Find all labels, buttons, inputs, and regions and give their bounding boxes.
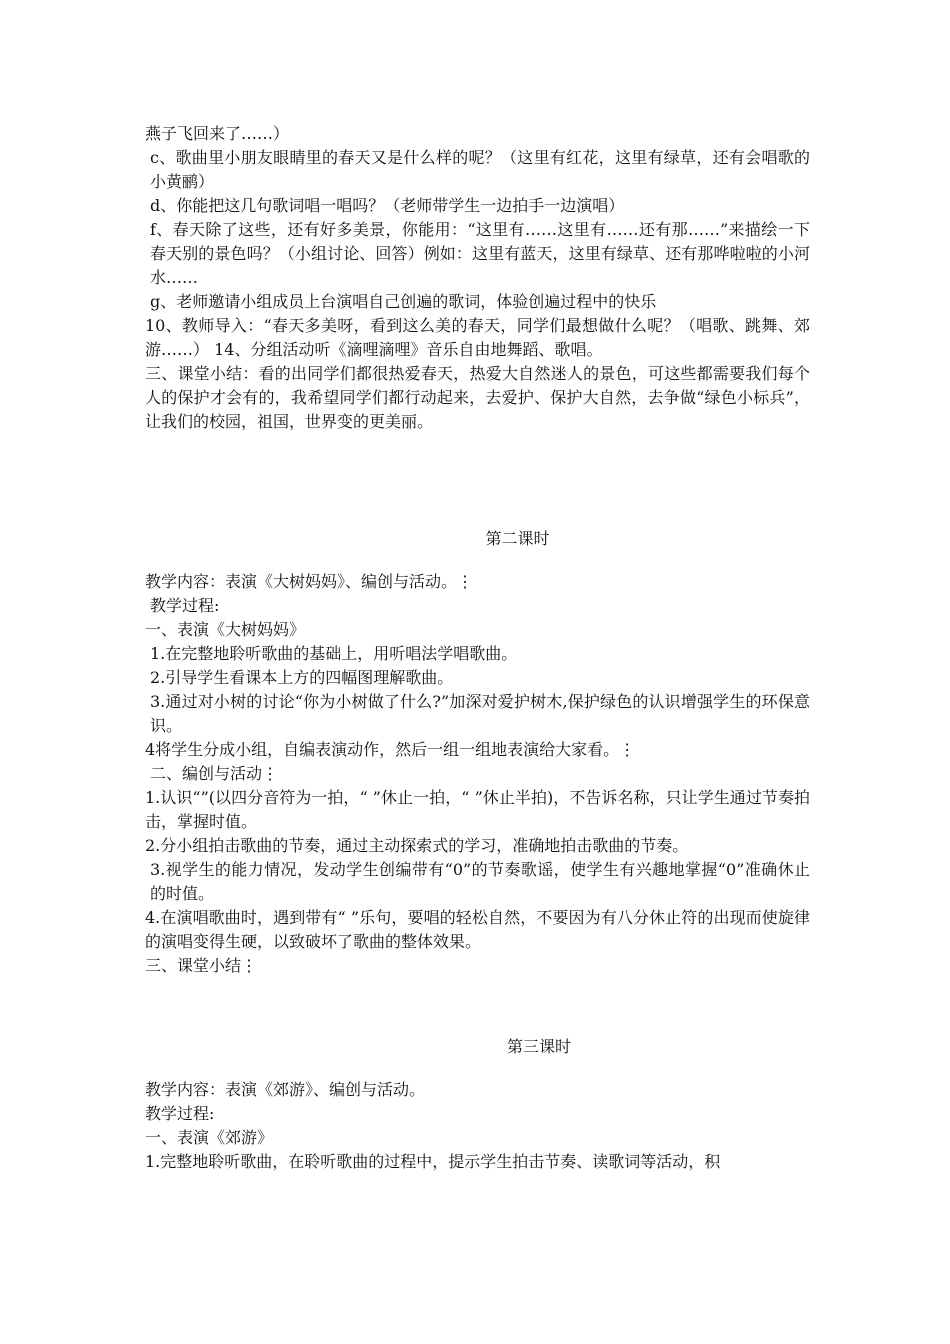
paragraph: 1.在完整地聆听歌曲的基础上，用听唱法学唱歌曲。 [150,644,518,663]
lesson-two [145,524,810,978]
section-continued [145,122,810,434]
paragraph: 2.引导学生看课本上方的四幅图理解歌曲。 [150,668,454,687]
lesson-three [145,1032,810,1174]
paragraph: 一、表演《郊游》 [145,1128,274,1147]
paragraph: 3.视学生的能力情况，发动学生创编带有“0”的节奏歌谣，使学生有兴趣地掌握“0”准确休止的时值。 [150,860,810,903]
spacer [145,434,810,524]
paragraph: 3.通过对小树的讨论“你为小树做了什么?”加深对爱护树木,保护绿色的认识增强学生的环保意识。 [150,692,810,735]
paragraph: 教学内容：表演《大树妈妈》、编创与活动。⋮ [145,572,474,591]
paragraph: 2.分小组拍击歌曲的节奏，通过主动探索式的学习，准确地拍击歌曲的节奏。 [145,836,689,855]
paragraph: 三、课堂小结：看的出同学们都很热爱春天，热爱大自然迷人的景色，可这些都需要我们每个人的保护才会有的，我希望同学们都行动起来，去爱护、保护大自然，去争做“绿色小标兵”，让我们的校园，祖国，世界变的更美丽。 [145,364,810,431]
lesson-two-title: 第二课时 [485,529,550,548]
paragraph: 燕子飞回来了……） [145,124,290,143]
paragraph: 教学过程: [150,596,220,615]
paragraph: f、春天除了这些，还有好多美景，你能用：“这里有……这里有……还有那……”来描绘一下春天别的景色吗？（小组讨论、回答）例如：这里有蓝天，这里有绿草、还有那哗啦啦的小河水…… [150,220,810,287]
paragraph: 教学内容：表演《郊游》、编创与活动。 [145,1080,426,1099]
paragraph: 三、课堂小结⋮ [145,956,258,975]
paragraph: g、老师邀请小组成员上台演唱自己创遍的歌词，体验创遍过程中的快乐 [150,292,657,311]
paragraph: c、歌曲里小朋友眼睛里的春天又是什么样的呢？（这里有红花，这里有绿草，还有会唱歌的小黄鹂） [150,148,810,191]
paragraph: 二、编创与活动⋮ [150,764,279,783]
paragraph: d、你能把这几句歌词唱一唱吗？（老师带学生一边拍手一边演唱） [150,196,625,215]
paragraph: 4将学生分成小组，自编表演动作，然后一组一组地表演给大家看。⋮ [145,740,636,759]
paragraph: 教学过程: [145,1104,215,1123]
paragraph: 1.完整地聆听歌曲，在聆听歌曲的过程中，提示学生拍击节奏、读歌词等活动，积 [145,1152,721,1171]
paragraph: 4.在演唱歌曲时，遇到带有“ ”乐句，要唱的轻松自然，不要因为有八分休止符的出现而使旋律的演唱变得生硬，以致破坏了歌曲的整体效果。 [145,908,810,951]
lesson-three-title: 第三课时 [507,1037,572,1056]
paragraph: 一、表演《大树妈妈》 [145,620,306,639]
paragraph: 10、教师导入：“春天多美呀，看到这么美的春天，同学们最想做什么呢？（唱歌、跳舞、郊游……） 14、分组活动听《滴哩滴哩》音乐自由地舞蹈、歌唱。 [145,316,810,359]
paragraph: 1.认识“”(以四分音符为一拍，“ ”休止一拍，“ ”休止半拍)，不告诉名称，只让学生通过节奏拍击，掌握时值。 [145,788,810,831]
spacer [145,978,810,1032]
document-page [145,122,810,1174]
